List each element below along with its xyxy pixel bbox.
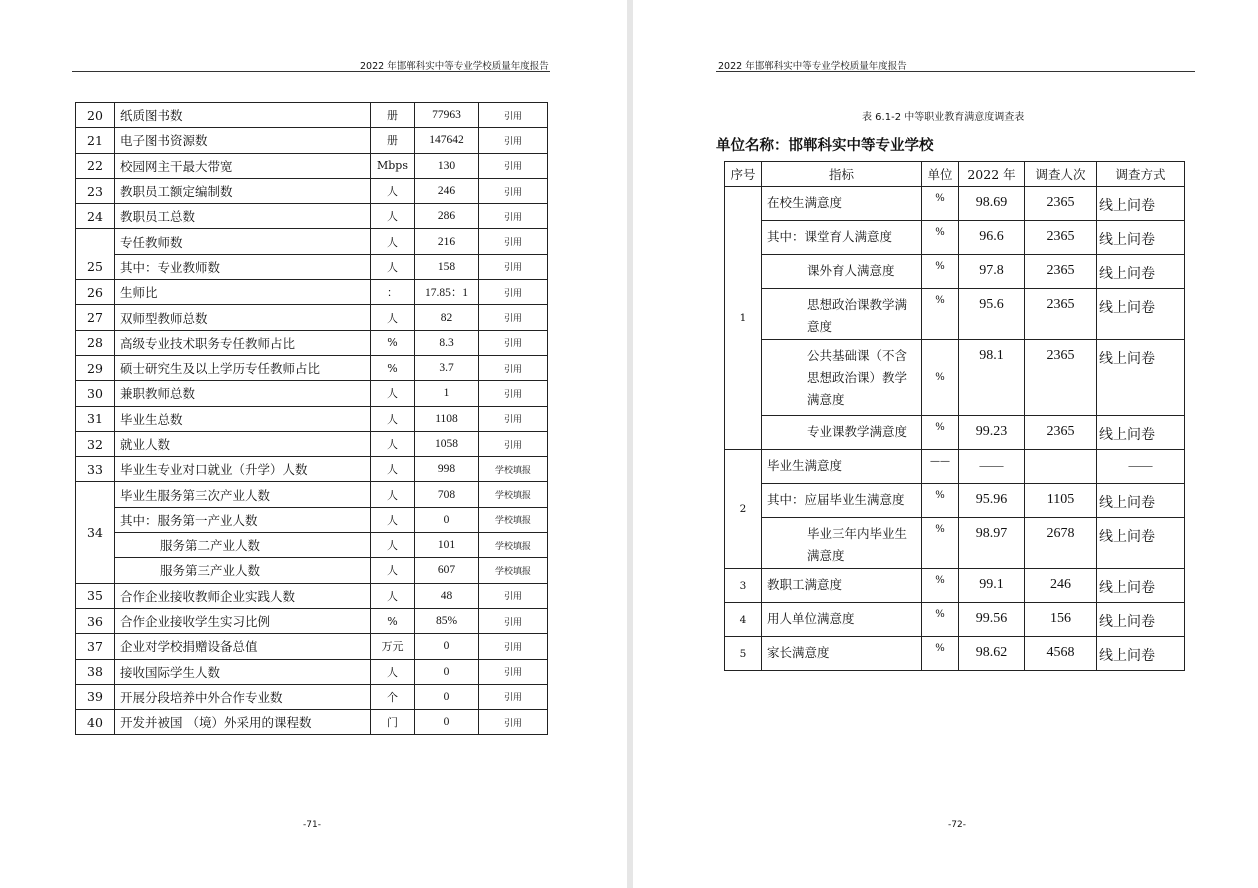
- table-row: [76, 355, 548, 380]
- row-value: 97.8: [959, 255, 1025, 289]
- row-value: 0: [415, 684, 479, 709]
- row-unit: %: [922, 637, 959, 671]
- table-row: [725, 221, 1185, 255]
- table-row: [76, 507, 548, 532]
- row-value: 1058: [415, 431, 479, 456]
- row-value: 246: [415, 178, 479, 203]
- row-unit: %: [922, 569, 959, 603]
- row-value: 48: [415, 583, 479, 608]
- row-value: 1108: [415, 406, 479, 431]
- row-unit: 人: [371, 558, 415, 583]
- table-row: [725, 255, 1185, 289]
- row-unit: 人: [371, 305, 415, 330]
- table-row: [76, 305, 548, 330]
- table-row: [76, 330, 548, 355]
- row-unit: 人: [371, 229, 415, 254]
- row-value: 99.23: [959, 416, 1025, 450]
- row-name: 电子图书资源数: [115, 128, 371, 153]
- row-unit: 个: [371, 684, 415, 709]
- row-source: 学校填报: [479, 482, 548, 507]
- table-row: [725, 518, 1185, 569]
- table-row: [725, 187, 1185, 221]
- row-name: 毕业生专业对口就业（升学）人数: [115, 457, 371, 482]
- table-row: [76, 684, 548, 709]
- table-row: [76, 608, 548, 633]
- row-unit: ——: [922, 450, 959, 484]
- row-method: ——: [1097, 450, 1185, 484]
- row-source: 引用: [479, 330, 548, 355]
- row-unit: 册: [371, 128, 415, 153]
- row-indicator: 专业课教学满意度: [762, 416, 922, 450]
- row-number: 26: [76, 280, 115, 305]
- table-row: [725, 289, 1185, 340]
- row-source: 学校填报: [479, 558, 548, 583]
- row-number: 22: [76, 153, 115, 178]
- row-source: 学校填报: [479, 507, 548, 532]
- row-indicator: 用人单位满意度: [762, 603, 922, 637]
- table-row: [76, 431, 548, 456]
- row-method: 线上问卷: [1097, 637, 1185, 671]
- row-value: 82: [415, 305, 479, 330]
- row-name: 合作企业接收学生实习比例: [115, 608, 371, 633]
- row-unit: 人: [371, 178, 415, 203]
- row-value: 0: [415, 659, 479, 684]
- table-header-row: [725, 162, 1185, 187]
- row-seq: 5: [725, 637, 762, 671]
- row-source: 引用: [479, 128, 548, 153]
- row-name: 服务第三产业人数: [115, 558, 371, 583]
- row-value: 286: [415, 204, 479, 229]
- page-left: [0, 0, 627, 888]
- row-number: 35: [76, 583, 115, 608]
- row-number: 28: [76, 330, 115, 355]
- row-number: 36: [76, 608, 115, 633]
- row-unit: 人: [371, 457, 415, 482]
- row-value: 0: [415, 507, 479, 532]
- row-name: 接收国际学生人数: [115, 659, 371, 684]
- row-value: 77963: [415, 103, 479, 128]
- table-row: [76, 457, 548, 482]
- row-name: 双师型教师总数: [115, 305, 371, 330]
- table-row: [725, 637, 1185, 671]
- row-unit: 人: [371, 482, 415, 507]
- row-number: 37: [76, 634, 115, 659]
- row-source: 引用: [479, 634, 548, 659]
- row-unit: 万元: [371, 634, 415, 659]
- row-unit: 人: [371, 659, 415, 684]
- row-unit: %: [922, 221, 959, 255]
- row-count: 2365: [1025, 340, 1097, 416]
- row-source: 引用: [479, 153, 548, 178]
- row-source: 引用: [479, 229, 548, 254]
- row-unit: %: [371, 608, 415, 633]
- row-source: 引用: [479, 305, 548, 330]
- running-header: 2022 年邯郸科实中等专业学校质量年度报告: [718, 61, 907, 72]
- running-header: 2022 年邯郸科实中等专业学校质量年度报告: [360, 61, 549, 72]
- row-unit: 人: [371, 507, 415, 532]
- table-row: [76, 406, 548, 431]
- page-number: -71-: [303, 820, 321, 830]
- row-method: 线上问卷: [1097, 603, 1185, 637]
- row-name: 兼职教师总数: [115, 381, 371, 406]
- row-unit: %: [922, 340, 959, 416]
- row-method: 线上问卷: [1097, 187, 1185, 221]
- row-unit: 门: [371, 710, 415, 735]
- row-source: 引用: [479, 178, 548, 203]
- row-number: 27: [76, 305, 115, 330]
- row-source: 引用: [479, 103, 548, 128]
- row-indicator: 课外育人满意度: [762, 255, 922, 289]
- table-row: [76, 229, 548, 254]
- table-row: [725, 603, 1185, 637]
- row-unit: %: [922, 255, 959, 289]
- row-count: 1105: [1025, 484, 1097, 518]
- row-method: 线上问卷: [1097, 518, 1185, 569]
- table-row: [76, 583, 548, 608]
- row-number: 21: [76, 128, 115, 153]
- table-row: [76, 659, 548, 684]
- row-count: 2365: [1025, 221, 1097, 255]
- row-value: 95.96: [959, 484, 1025, 518]
- row-name: 校园网主干最大带宽: [115, 153, 371, 178]
- row-source: 引用: [479, 710, 548, 735]
- page-right: [633, 0, 1258, 888]
- row-seq: 4: [725, 603, 762, 637]
- row-value: 99.56: [959, 603, 1025, 637]
- row-count: 4568: [1025, 637, 1097, 671]
- row-source: 学校填报: [479, 457, 548, 482]
- row-name: 硕士研究生及以上学历专任教师占比: [115, 355, 371, 380]
- row-value: 8.3: [415, 330, 479, 355]
- row-number: 24: [76, 204, 115, 229]
- header-rule: [716, 71, 1195, 72]
- row-source: 引用: [479, 381, 548, 406]
- row-source: 引用: [479, 204, 548, 229]
- row-indicator: 教职工满意度: [762, 569, 922, 603]
- row-source: 引用: [479, 431, 548, 456]
- row-name: 就业人数: [115, 431, 371, 456]
- col-header-indicator: 指标: [762, 162, 922, 187]
- row-number: 23: [76, 178, 115, 203]
- table-row: [76, 178, 548, 203]
- row-unit: %: [922, 187, 959, 221]
- table-caption: 表 6.1-2 中等职业教育满意度调查表: [862, 112, 1025, 123]
- row-value: 3.7: [415, 355, 479, 380]
- row-seq: 2: [725, 450, 762, 569]
- row-name: 生师比: [115, 280, 371, 305]
- table-row: [725, 569, 1185, 603]
- row-number: 33: [76, 457, 115, 482]
- row-unit: %: [922, 416, 959, 450]
- row-value: ——: [959, 450, 1025, 484]
- table-row: [76, 204, 548, 229]
- row-value: 17.85：1: [415, 280, 479, 305]
- row-unit: %: [371, 355, 415, 380]
- row-value: 158: [415, 254, 479, 279]
- row-value: 95.6: [959, 289, 1025, 340]
- row-value: 607: [415, 558, 479, 583]
- row-unit: ：: [371, 280, 415, 305]
- row-name: 教职员工总数: [115, 204, 371, 229]
- row-count: 2365: [1025, 416, 1097, 450]
- row-number: 32: [76, 431, 115, 456]
- row-name: 开发并被国 （境）外采用的课程数: [115, 710, 371, 735]
- row-method: 线上问卷: [1097, 416, 1185, 450]
- row-indicator: 家长满意度: [762, 637, 922, 671]
- row-unit: 册: [371, 103, 415, 128]
- col-header-year: 2022 年: [959, 162, 1025, 187]
- table-row: [76, 128, 548, 153]
- row-value: 216: [415, 229, 479, 254]
- table-row: [76, 558, 548, 583]
- row-unit: %: [922, 484, 959, 518]
- unit-name: 单位名称：邯郸科实中等专业学校: [716, 138, 934, 154]
- row-value: 98.1: [959, 340, 1025, 416]
- row-name: 服务第二产业人数: [115, 533, 371, 558]
- row-method: 线上问卷: [1097, 484, 1185, 518]
- table-row: [725, 484, 1185, 518]
- row-number: 29: [76, 355, 115, 380]
- table-row: [76, 710, 548, 735]
- col-header-seq: 序号: [725, 162, 762, 187]
- row-number: 39: [76, 684, 115, 709]
- row-indicator: 在校生满意度: [762, 187, 922, 221]
- row-value: 0: [415, 634, 479, 659]
- row-method: 线上问卷: [1097, 340, 1185, 416]
- row-indicator: 毕业三年内毕业生满意度: [762, 518, 922, 569]
- row-number: 34: [76, 482, 115, 583]
- row-method: 线上问卷: [1097, 569, 1185, 603]
- table-row: [725, 416, 1185, 450]
- row-value: 101: [415, 533, 479, 558]
- table-row: [76, 280, 548, 305]
- row-value: 99.1: [959, 569, 1025, 603]
- row-number: 20: [76, 103, 115, 128]
- row-value: 147642: [415, 128, 479, 153]
- page-number: -72-: [948, 820, 966, 830]
- row-count: [1025, 450, 1097, 484]
- row-indicator: 其中：课堂育人满意度: [762, 221, 922, 255]
- row-number: 31: [76, 406, 115, 431]
- row-source: 学校填报: [479, 533, 548, 558]
- row-unit: 人: [371, 583, 415, 608]
- row-name: 其中：专业教师数: [115, 254, 371, 279]
- row-seq: 1: [725, 187, 762, 450]
- row-count: 246: [1025, 569, 1097, 603]
- row-value: 998: [415, 457, 479, 482]
- row-name: 毕业生服务第三次产业人数: [115, 482, 371, 507]
- row-unit: 人: [371, 204, 415, 229]
- row-value: 96.6: [959, 221, 1025, 255]
- row-source: 引用: [479, 659, 548, 684]
- row-source: 引用: [479, 684, 548, 709]
- row-unit: %: [922, 289, 959, 340]
- col-header-method: 调查方式: [1097, 162, 1185, 187]
- row-unit: 人: [371, 254, 415, 279]
- row-count: 2365: [1025, 255, 1097, 289]
- data-table: [75, 102, 548, 735]
- row-name: 企业对学校捐赠设备总值: [115, 634, 371, 659]
- row-indicator: 毕业生满意度: [762, 450, 922, 484]
- satisfaction-table: [724, 161, 1185, 671]
- row-unit: %: [922, 518, 959, 569]
- table-row: [76, 254, 548, 279]
- row-source: 引用: [479, 583, 548, 608]
- row-value: 0: [415, 710, 479, 735]
- col-header-count: 调查人次: [1025, 162, 1097, 187]
- table-row: [76, 153, 548, 178]
- row-indicator: 思想政治课教学满意度: [762, 289, 922, 340]
- table-row: [76, 634, 548, 659]
- table-row: [76, 482, 548, 507]
- row-source: 引用: [479, 406, 548, 431]
- table-row: [725, 340, 1185, 416]
- header-rule: [72, 71, 550, 72]
- table-row: [76, 103, 548, 128]
- row-source: 引用: [479, 355, 548, 380]
- row-unit: Mbps: [371, 153, 415, 178]
- row-name: 教职员工额定编制数: [115, 178, 371, 203]
- row-indicator: 其中：应届毕业生满意度: [762, 484, 922, 518]
- col-header-unit: 单位: [922, 162, 959, 187]
- row-value: 130: [415, 153, 479, 178]
- row-number: 25: [76, 229, 115, 280]
- row-number: 38: [76, 659, 115, 684]
- row-name: 开展分段培养中外合作专业数: [115, 684, 371, 709]
- row-unit: 人: [371, 533, 415, 558]
- row-name: 毕业生总数: [115, 406, 371, 431]
- row-count: 156: [1025, 603, 1097, 637]
- table-row: [76, 533, 548, 558]
- table-row: [725, 450, 1185, 484]
- row-method: 线上问卷: [1097, 255, 1185, 289]
- row-number: 30: [76, 381, 115, 406]
- row-unit: 人: [371, 431, 415, 456]
- row-seq: 3: [725, 569, 762, 603]
- row-source: 引用: [479, 608, 548, 633]
- row-method: 线上问卷: [1097, 221, 1185, 255]
- row-value: 1: [415, 381, 479, 406]
- row-name: 纸质图书数: [115, 103, 371, 128]
- row-method: 线上问卷: [1097, 289, 1185, 340]
- row-value: 98.62: [959, 637, 1025, 671]
- row-source: 引用: [479, 254, 548, 279]
- row-name: 高级专业技术职务专任教师占比: [115, 330, 371, 355]
- row-value: 708: [415, 482, 479, 507]
- row-value: 98.97: [959, 518, 1025, 569]
- row-name: 合作企业接收教师企业实践人数: [115, 583, 371, 608]
- row-unit: %: [371, 330, 415, 355]
- table-row: [76, 381, 548, 406]
- row-indicator: 公共基础课（不含思想政治课）教学满意度: [762, 340, 922, 416]
- row-source: 引用: [479, 280, 548, 305]
- row-value: 98.69: [959, 187, 1025, 221]
- row-number: 40: [76, 710, 115, 735]
- row-count: 2365: [1025, 187, 1097, 221]
- row-unit: 人: [371, 406, 415, 431]
- row-unit: 人: [371, 381, 415, 406]
- row-count: 2365: [1025, 289, 1097, 340]
- row-name: 专任教师数: [115, 229, 371, 254]
- row-unit: %: [922, 603, 959, 637]
- row-count: 2678: [1025, 518, 1097, 569]
- row-value: 85%: [415, 608, 479, 633]
- row-name: 其中：服务第一产业人数: [115, 507, 371, 532]
